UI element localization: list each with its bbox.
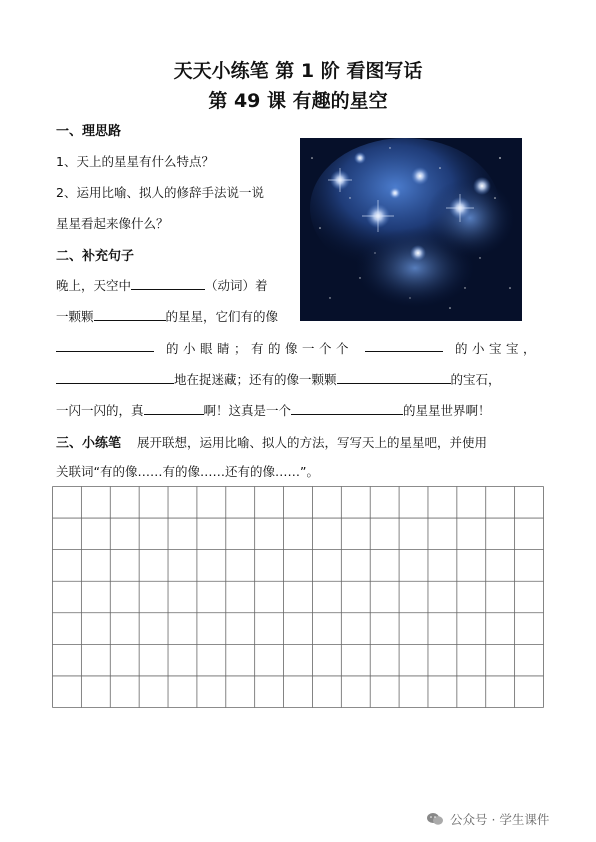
sentence-5b: 啊！这真是一个 <box>203 403 292 418</box>
sentence-line-4 <box>56 370 501 388</box>
sentence-line-1 <box>56 276 268 294</box>
fill-blank[interactable] <box>94 308 166 321</box>
question-2-line2: 星星看起来像什么？ <box>56 216 169 231</box>
sentence-line-5 <box>56 401 491 419</box>
writing-grid[interactable] <box>52 486 544 708</box>
section3-instruction-1: 展开联想，运用比喻、拟人的方法，写写天上的星星吧，并使用 <box>137 435 488 450</box>
worksheet-title: 天天小练笔 第 1 阶 看图写话 <box>173 60 423 82</box>
sentence-3b: 的小宝宝， <box>454 341 540 356</box>
sentence-4b: 的宝石， <box>450 372 501 387</box>
question-1: 1、天上的星星有什么特点？ <box>56 154 214 169</box>
sentence-line-2 <box>56 307 278 325</box>
section3-heading: 三、小练笔 <box>56 436 122 451</box>
sentence-3a: 的小眼睛；有的像一个个 <box>165 341 353 356</box>
fill-blank[interactable] <box>365 339 443 352</box>
fill-blank[interactable] <box>337 371 451 384</box>
sentence-2a: 一颗颗 <box>56 309 94 324</box>
sentence-4a: 地在捉迷藏；还有的像一颗颗 <box>174 372 337 387</box>
fill-blank[interactable] <box>144 402 204 415</box>
question-2-line1: 2、运用比喻、拟人的修辞手法说一说 <box>56 185 264 200</box>
wechat-icon <box>426 812 444 826</box>
starry-sky-image <box>300 138 522 321</box>
lesson-title: 第 49 课 有趣的星空 <box>208 90 388 112</box>
fill-blank[interactable] <box>56 339 154 352</box>
section3-line1 <box>56 432 487 451</box>
watermark <box>426 810 549 828</box>
section3-instruction-2: 关联词“有的像……有的像……还有的像……”。 <box>56 464 319 479</box>
sentence-line-3 <box>56 339 540 357</box>
watermark-text: 公众号 · 学生课件 <box>450 812 550 827</box>
section1-heading: 一、理思路 <box>56 124 122 139</box>
sentence-1a: 晚上，天空中 <box>56 278 132 293</box>
fill-blank[interactable] <box>56 371 174 384</box>
fill-blank[interactable] <box>131 277 205 290</box>
sentence-2b: 的星星，它们有的像 <box>165 309 279 324</box>
sentence-5a: 一闪一闪的，真 <box>56 403 144 418</box>
sentence-5c: 的星星世界啊！ <box>403 403 491 418</box>
sentence-1b: （动词）着 <box>205 278 268 293</box>
section2-heading: 二、补充句子 <box>56 249 135 264</box>
fill-blank[interactable] <box>291 402 403 415</box>
